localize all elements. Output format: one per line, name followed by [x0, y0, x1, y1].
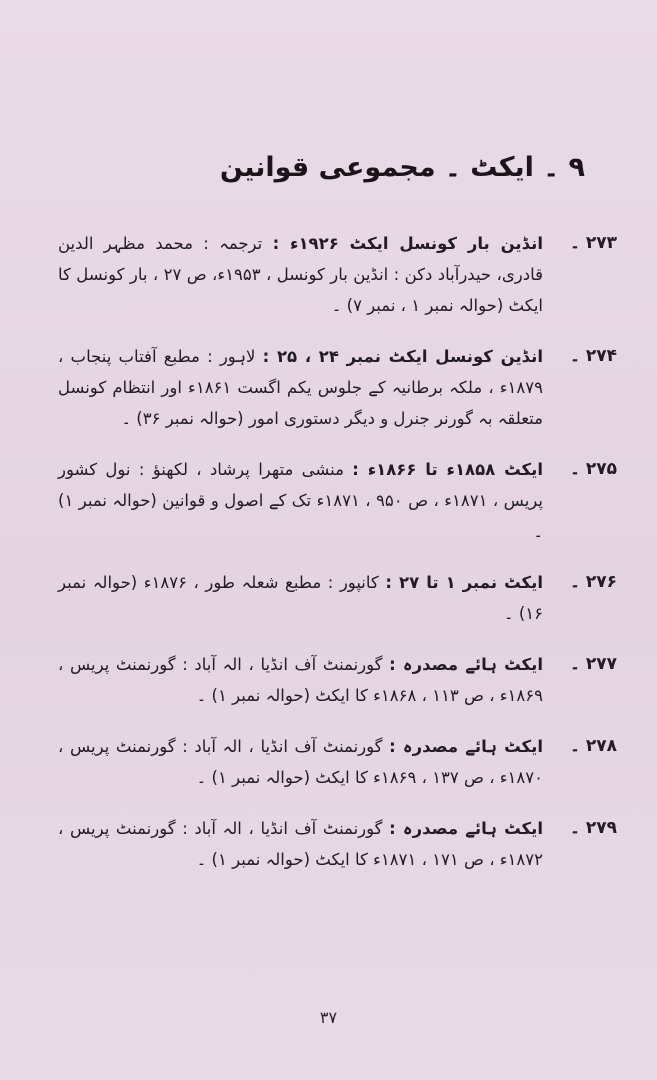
entry-body: لاہور : مطبع آفتاب پنجاب ، ۱۸۷۹ء ، ملکہ برطانیہ کے جلوس یکم اگست ۱۸۶۱ء اور انتظام کونسل متعلقہ بہ گورنر جنرل و دیگر دستوری امور (حوالہ نمبر ۳۶) ۔	[58, 347, 543, 428]
entry-number: ۲۷۹ ۔	[569, 818, 617, 838]
entry-text	[58, 649, 543, 711]
entry-body: منشی متھرا پرشاد ، لکھنؤ : نول کشور پریس ، ۱۸۷۱ء ، ص ۹۵۰ ، ۱۸۷۱ء تک کے اصول و قوانین (حوالہ نمبر ۱) ۔	[58, 460, 543, 541]
entry-body: گورنمنٹ آف انڈیا ، الہ آباد : گورنمنٹ پریس ، ۱۸۷۲ء ، ص ۱۷۱ ، ۱۸۷۱ء کا ایکٹ (حوالہ نمبر ۱) ۔	[58, 819, 543, 869]
page-number: ۳۷	[319, 1008, 338, 1027]
entry-number: ۲۷۶ ۔	[569, 572, 617, 592]
entry-text	[58, 567, 543, 629]
entry-text	[58, 228, 543, 321]
entry-title: ایکٹ ۱۸۵۸ء تا ۱۸۶۶ء :	[352, 460, 543, 479]
entry-text	[58, 813, 543, 875]
bibliography-list	[58, 228, 617, 895]
entry-text	[58, 731, 543, 793]
entry-body: کانپور : مطبع شعلہ طور ، ۱۸۷۶ء (حوالہ نمبر ۱۶) ۔	[58, 573, 543, 623]
entry-title: ایکٹ ہائے مصدرہ :	[389, 819, 543, 838]
list-item	[58, 649, 617, 711]
list-item	[58, 567, 617, 629]
entry-number: ۲۷۸ ۔	[569, 736, 617, 756]
entry-body: گورنمنٹ آف انڈیا ، الہ آباد : گورنمنٹ پریس ، ۱۸۷۰ء ، ص ۱۳۷ ، ۱۸۶۹ء کا ایکٹ (حوالہ نمبر ۱) ۔	[58, 737, 543, 787]
entry-title: انڈین بار کونسل ایکٹ ۱۹۲۶ء :	[272, 234, 543, 253]
entry-number: ۲۷۵ ۔	[569, 459, 617, 479]
entry-text	[58, 454, 543, 547]
entry-title: ایکٹ ہائے مصدرہ :	[389, 655, 543, 674]
list-item	[58, 454, 617, 547]
entry-body: ترجمہ : محمد مظہر الدین قادری، حیدرآباد دکن : انڈین بار کونسل ، ۱۹۵۳ء، ص ۲۷ ، بار کونسل کا ایکٹ (حوالہ نمبر ۱ ، نمبر ۷) ۔	[58, 234, 543, 315]
section-heading: ۹ ۔ ایکٹ ۔ مجموعی قوانین	[219, 152, 585, 183]
entry-number: ۲۷۷ ۔	[569, 654, 617, 674]
list-item	[58, 813, 617, 875]
list-item	[58, 731, 617, 793]
entry-body: گورنمنٹ آف انڈیا ، الہ آباد : گورنمنٹ پریس ، ۱۸۶۹ء ، ص ۱۱۳ ، ۱۸۶۸ء کا ایکٹ (حوالہ نمبر ۱) ۔	[58, 655, 543, 705]
entry-title: ایکٹ ہائے مصدرہ :	[389, 737, 543, 756]
entry-title: ایکٹ نمبر ۱ تا ۲۷ :	[385, 573, 544, 592]
entry-text	[58, 341, 543, 434]
entry-number: ۲۷۴ ۔	[569, 346, 617, 366]
entry-title: انڈین کونسل ایکٹ نمبر ۲۴ ، ۲۵ :	[262, 347, 544, 366]
list-item	[58, 341, 617, 434]
list-item	[58, 228, 617, 321]
entry-number: ۲۷۳ ۔	[569, 233, 617, 253]
